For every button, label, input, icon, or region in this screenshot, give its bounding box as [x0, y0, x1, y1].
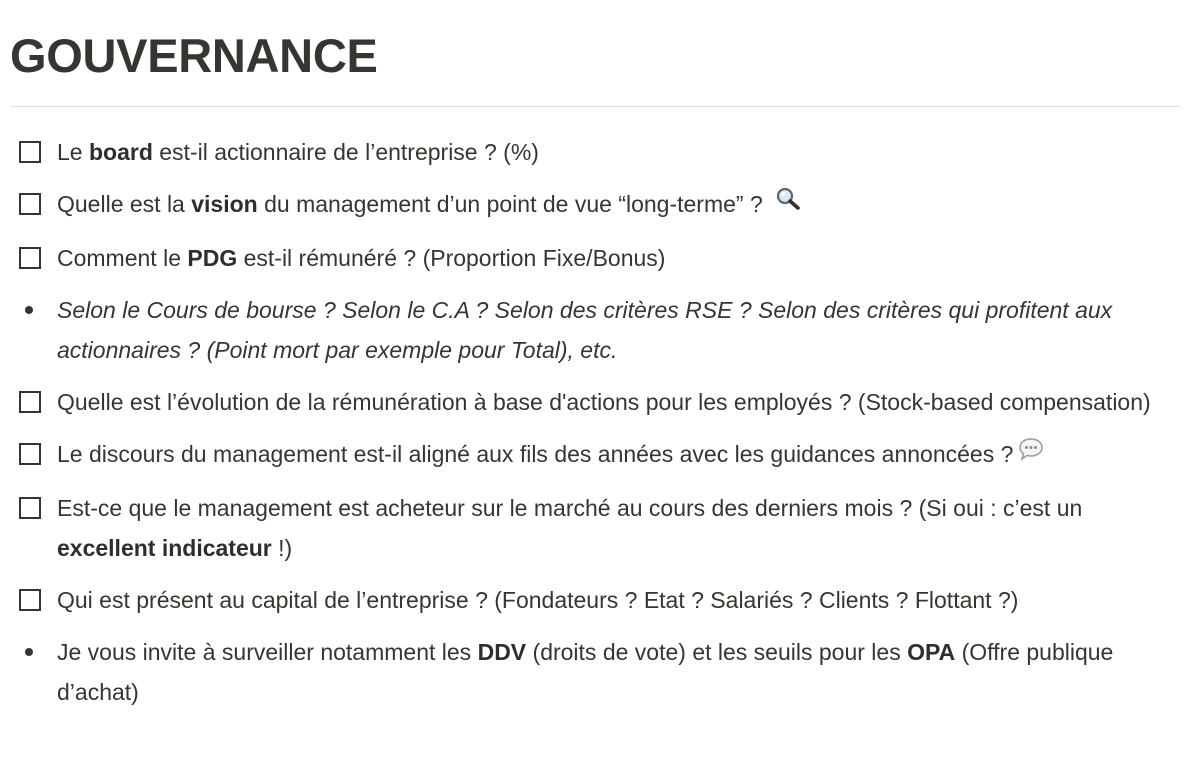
todo-checkbox[interactable] [19, 247, 41, 269]
todo-checkbox[interactable] [19, 193, 41, 215]
speech-bubble-icon [1018, 433, 1044, 473]
bullet-item-ddv-opa [10, 632, 1182, 712]
todo-checkbox[interactable] [19, 589, 41, 611]
todo-checkbox[interactable] [19, 391, 41, 413]
bold-term: excellent indicateur [57, 534, 272, 561]
todo-text[interactable]: Le discours du management est-il aligné aux fils des années avec les guidances annoncées ? [57, 440, 1014, 467]
todo-text[interactable]: Est-ce que le management est acheteur sur le marché au cours des derniers mois ? (Si oui : c’est un excellent indicateur !) [57, 494, 1083, 561]
todo-text[interactable]: Le board est-il actionnaire de l’entreprise ? (%) [57, 139, 539, 165]
todo-text[interactable]: Comment le PDG est-il rémunéré ? (Proportion Fixe/Bonus) [57, 244, 666, 271]
todo-item-insider-buying [10, 488, 1182, 568]
todo-item-board-shareholder [10, 132, 1182, 172]
bold-term: DDV [477, 638, 527, 665]
todo-item-management-vision [10, 184, 1182, 226]
bullet-item-criteria [10, 290, 1182, 370]
todo-item-capital-holders [10, 580, 1182, 620]
bold-term: board [88, 139, 153, 165]
bullet-dot [25, 648, 33, 656]
divider [10, 106, 1180, 107]
checklist [10, 132, 1182, 712]
todo-item-management-discourse [10, 434, 1182, 476]
magnifying-glass-icon [775, 183, 801, 223]
todo-item-ceo-pay [10, 238, 1182, 278]
bold-term: OPA [907, 638, 956, 665]
bullet-text[interactable]: Je vous invite à surveiller notamment les DDV (droits de vote) et les seuils pour les OPA (Offre publique d’achat) [57, 638, 1114, 705]
bullet-text[interactable]: Selon le Cours de bourse ? Selon le C.A ? Selon des critères RSE ? Selon des critères qui profitent aux actionnaires ? (Point mort par exemple pour Total), etc. [57, 296, 1113, 363]
todo-item-stock-based-compensation [10, 382, 1182, 422]
todo-text[interactable]: Quelle est l’évolution de la rémunération à base d'actions pour les employés ? (Stock-based compensation) [57, 388, 1151, 415]
todo-text[interactable]: Qui est présent au capital de l’entreprise ? (Fondateurs ? Etat ? Salariés ? Clients ? Flottant ?) [57, 586, 1019, 613]
todo-checkbox[interactable] [19, 141, 41, 163]
todo-checkbox[interactable] [19, 443, 41, 465]
bold-term: PDG [187, 244, 238, 271]
bullet-dot [25, 306, 33, 314]
notion-page [10, 0, 1182, 724]
page-title: GOUVERNANCE [10, 29, 378, 82]
todo-text[interactable]: Quelle est la vision du management d’un point de vue “long-terme” ? [57, 191, 763, 217]
todo-checkbox[interactable] [19, 497, 41, 519]
bold-term: vision [191, 191, 258, 217]
